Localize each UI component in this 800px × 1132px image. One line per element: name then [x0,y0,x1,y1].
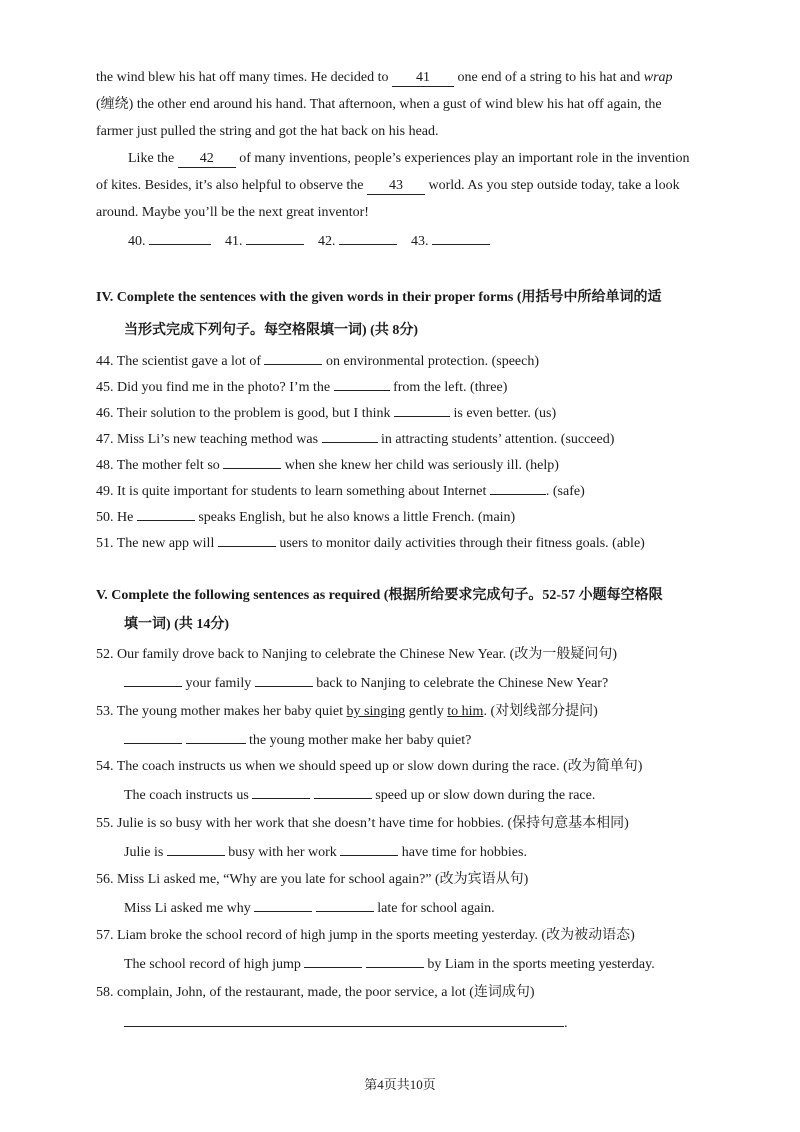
underlined-text: to him [447,704,484,719]
text: Like the [128,151,175,166]
answer-blank-40[interactable] [149,244,211,245]
passage-line-3: farmer just pulled the string and got the hat back on his head. [96,124,439,139]
blank-43[interactable]: 43 [367,178,425,195]
q57-answer [124,955,722,975]
italic-word: wrap [643,70,673,85]
q-text: late for school again. [377,901,495,916]
q54-answer [124,786,722,806]
q-text: by Liam in the sports meeting yesterday. [427,957,655,972]
q-text: 45. Did you find me in the photo? I’m the [96,380,331,395]
section-5-title-line-1: V. Complete the following sentences as required (根据所给要求完成句子。52-57 小题每空格限 [96,588,663,603]
q54: 54. The coach instructs us when we should speed up or slow down during the race. (改为简单句) [96,759,643,774]
q-text: 47. Miss Li’s new teaching method was [96,432,319,447]
answer-label: 41. [225,234,243,249]
q-text: The school record of high jump [124,957,301,972]
answer-blank-41[interactable] [246,244,304,245]
q52-blank-2[interactable] [255,686,313,687]
q55-blank-1[interactable] [167,855,225,856]
q53 [96,702,722,722]
q44-blank[interactable] [264,364,322,365]
answer-blank-43[interactable] [432,244,490,245]
q45 [96,378,722,398]
q-text: busy with her work [228,845,337,860]
q-text: your family [185,676,252,691]
q-text: . (对划线部分提问) [483,704,598,719]
q-text: 50. He [96,510,134,525]
q48-blank[interactable] [223,468,281,469]
q-text: speaks English, but he also knows a little French. (main) [198,510,516,525]
page-footer: 第4页共10页 [364,1077,436,1092]
q-text: 44. The scientist gave a lot of [96,354,261,369]
answer-blank-42[interactable] [339,244,397,245]
blank-42[interactable]: 42 [178,151,236,168]
q-text: gently [408,704,444,719]
answer-label: 43. [411,234,429,249]
q50-blank[interactable] [137,520,195,521]
q48 [96,456,722,476]
passage-line-6: around. Maybe you’ll be the next great inventor! [96,205,369,220]
q55-blank-2[interactable] [340,855,398,856]
text: world. As you step outside today, take a look [428,178,680,193]
q53-answer [124,731,722,751]
q58-answer [124,1012,722,1034]
q-text: 53. The young mother makes her baby quiet [96,704,344,719]
q-text: the young mother make her baby quiet? [249,733,472,748]
q49 [96,482,722,502]
q-text: 49. It is quite important for students to learn something about Internet [96,484,487,499]
q-text: in attracting students’ attention. (succeed) [381,432,615,447]
q-text: The coach instructs us [124,788,249,803]
text: of many inventions, people’s experiences play an important role in the invention [239,151,690,166]
passage-line-1 [96,68,722,88]
q-text: 46. Their solution to the problem is good, but I think [96,406,391,421]
answer-label: 42. [318,234,336,249]
q-text: from the left. (three) [393,380,508,395]
text: of kites. Besides, it’s also helpful to observe the [96,178,364,193]
q-text: have time for hobbies. [401,845,527,860]
q46-blank[interactable] [394,416,450,417]
answer-row [128,232,722,252]
q46 [96,404,722,424]
text: one end of a string to his hat and [457,70,641,85]
q-text: users to monitor daily activities through their fitness goals. (able) [279,536,645,551]
q52-answer [124,674,722,694]
q-text: speed up or slow down during the race. [375,788,596,803]
q51 [96,534,722,554]
section-4-title-line-2: 当形式完成下列句子。每空格限填一词) (共 8分) [124,323,418,338]
q52: 52. Our family drove back to Nanjing to celebrate the Chinese New Year. (改为一般疑问句) [96,647,617,662]
q47-blank[interactable] [322,442,378,443]
q-text: Julie is [124,845,164,860]
blank-41[interactable]: 41 [392,70,454,87]
q-text: 48. The mother felt so [96,458,220,473]
q56-blank-2[interactable] [316,911,374,912]
q57: 57. Liam broke the school record of high jump in the sports meeting yesterday. (改为被动语态) [96,928,635,943]
passage-line-2: (缠绕) the other end around his hand. That afternoon, when a gust of wind blew his hat off again, the [96,97,662,112]
q45-blank[interactable] [334,390,390,391]
underlined-text: by singing [346,704,406,719]
q56-answer [124,899,722,919]
q49-blank[interactable] [490,494,546,495]
q56: 56. Miss Li asked me, “Why are you late for school again?” (改为宾语从句) [96,872,529,887]
section-5-title-line-2: 填一词) (共 14分) [124,617,229,632]
q58-answer-line[interactable] [124,1012,564,1027]
period: . [564,1016,568,1031]
q47 [96,430,722,450]
q-text: . (safe) [545,484,585,499]
q-text: 51. The new app will [96,536,215,551]
text: the wind blew his hat off many times. He decided to [96,70,389,85]
q57-blank-1[interactable] [304,967,362,968]
passage-line-5 [96,176,722,196]
q51-blank[interactable] [218,546,276,547]
q-text: back to Nanjing to celebrate the Chinese New Year? [316,676,609,691]
q58: 58. complain, John, of the restaurant, made, the poor service, a lot (连词成句) [96,985,535,1000]
q54-blank-2[interactable] [314,798,372,799]
q44 [96,352,722,372]
q53-blank-1[interactable] [124,743,182,744]
q-text: when she knew her child was seriously ill. (help) [284,458,559,473]
q50 [96,508,722,528]
q-text: is even better. (us) [453,406,557,421]
answer-label: 40. [128,234,146,249]
section-4-title-line-1: IV. Complete the sentences with the given words in their proper forms (用括号中所给单词的适 [96,290,662,305]
passage-line-4 [128,149,722,169]
q54-blank-1[interactable] [252,798,310,799]
q-text: Miss Li asked me why [124,901,251,916]
q56-blank-1[interactable] [254,911,312,912]
q55: 55. Julie is so busy with her work that she doesn’t have time for hobbies. (保持句意基本相同) [96,816,629,831]
q-text: on environmental protection. (speech) [325,354,540,369]
q52-blank-1[interactable] [124,686,182,687]
q53-blank-2[interactable] [186,743,246,744]
q57-blank-2[interactable] [366,967,424,968]
q55-answer [124,843,722,863]
